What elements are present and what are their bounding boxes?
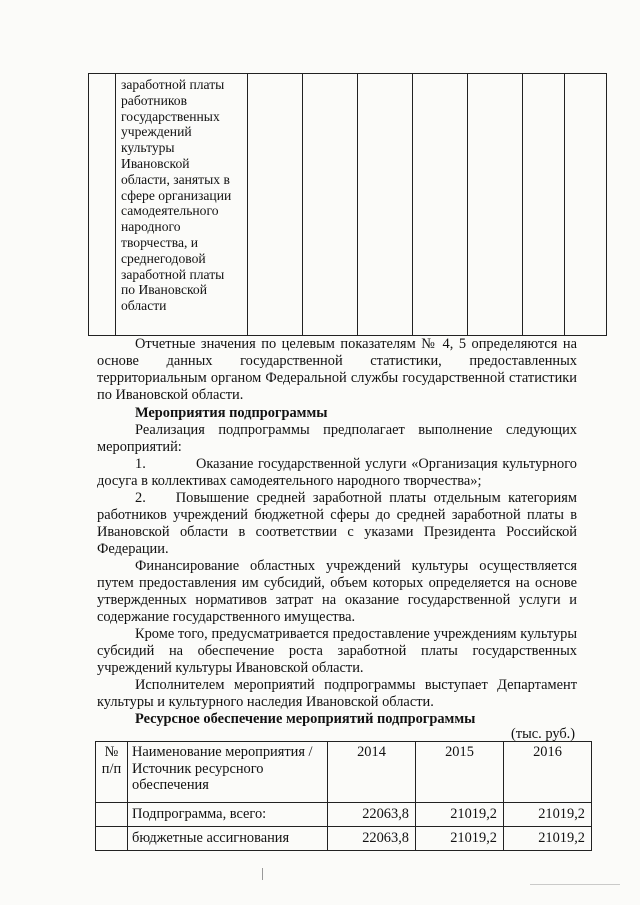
table-cell	[565, 74, 607, 336]
column-header-2016: 2016	[504, 742, 592, 803]
column-header-name: Наименование мероприятия / Источник ресурсного обеспечения	[128, 742, 328, 803]
table-cell	[358, 74, 413, 336]
table-cell	[89, 74, 116, 336]
indicator-table-continuation	[88, 73, 607, 336]
row-number-cell	[96, 827, 128, 851]
indicator-description-cell: заработной платы работников государственных учреждений культуры Ивановской области, занятых в сфере организации самодеятельного народного творчества, и среднегодовой заработной платы по Ивановской области	[116, 74, 248, 336]
subsidies-paragraph: Кроме того, предусматривается предоставление учреждениям культуры субсидий на обеспечение роста заработной платы государственных учреждений культуры Ивановской области.	[97, 626, 577, 676]
column-header-2014: 2014	[328, 742, 416, 803]
column-header-2015: 2015	[416, 742, 504, 803]
scan-speck	[262, 868, 263, 880]
column-header-number: № п/п	[96, 742, 128, 803]
resource-table	[95, 741, 592, 851]
activities-heading: Мероприятия подпрограммы	[135, 405, 328, 421]
value-2015-cell: 21019,2	[416, 827, 504, 851]
table-row	[96, 827, 592, 851]
table-row	[96, 803, 592, 827]
activities-intro-paragraph: Реализация подпрограммы предполагает выполнение следующих мероприятий:	[97, 422, 577, 455]
value-2014-cell: 22063,8	[328, 827, 416, 851]
executor-paragraph: Исполнителем мероприятий подпрограммы выступает Департамент культуры и культурного наследия Ивановской области.	[97, 677, 577, 710]
activity-item-2: 2. Повышение средней заработной платы отдельным категориям работников учреждений бюджетной сферы до средней заработной платы в Ивановской области в соответствии с указами Президента Российской Федерации.	[97, 490, 577, 557]
row-name-cell: бюджетные ассигнования	[128, 827, 328, 851]
financing-paragraph: Финансирование областных учреждений культуры осуществляется путем предоставления им субсидий, объем которых определяется на основе утвержденных нормативов затрат на оказание государственной услуги и содержание государственного имущества.	[97, 558, 577, 625]
table-cell	[413, 74, 468, 336]
table-cell	[248, 74, 303, 336]
report-values-paragraph: Отчетные значения по целевым показателям № 4, 5 определяются на основе данных государственной статистики, предоставленных территориальным органом Федеральной службы государственной статистики по Ивановской области.	[97, 336, 577, 403]
value-2014-cell: 22063,8	[328, 803, 416, 827]
value-2016-cell: 21019,2	[504, 803, 592, 827]
table-cell	[468, 74, 523, 336]
table-header-row	[96, 742, 592, 803]
units-label: (тыс. руб.)	[511, 726, 576, 742]
table-cell	[523, 74, 565, 336]
activity-item-1: 1. Оказание государственной услуги «Организация культурного досуга в коллективах самодеятельного народного творчества»;	[97, 456, 577, 489]
value-2015-cell: 21019,2	[416, 803, 504, 827]
row-name-cell: Подпрограмма, всего:	[128, 803, 328, 827]
scan-speck	[530, 884, 620, 885]
value-2016-cell: 21019,2	[504, 827, 592, 851]
resources-heading: Ресурсное обеспечение мероприятий подпрограммы	[135, 711, 476, 727]
table-cell	[303, 74, 358, 336]
row-number-cell	[96, 803, 128, 827]
